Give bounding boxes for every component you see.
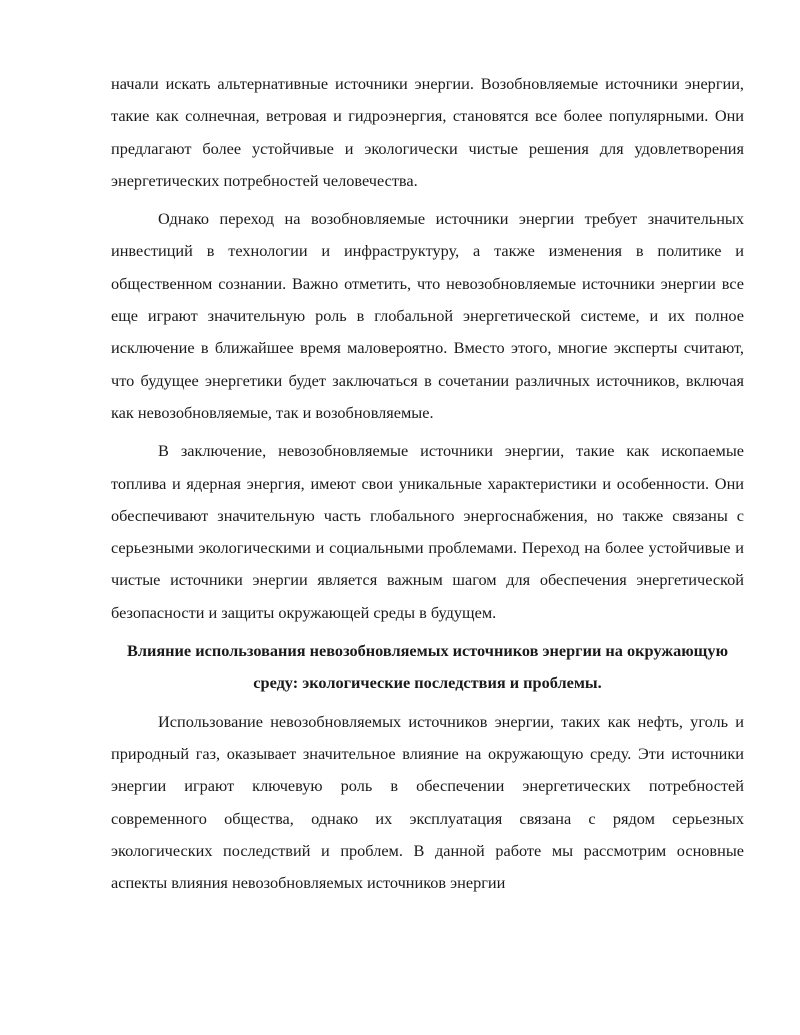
paragraph-conclusion: В заключение, невозобновляемые источники энергии, такие как ископаемые топлива и ядерная энергия, имеют свои уникальные характеристики и особенности. Они обеспечивают значительную часть глобального энергоснабжения, но также связаны с серьезными экологическими и социальными проблемами. Переход на более устойчивые и чистые источники энергии является важным шагом для обеспечения энергетической безопасности и защиты окружающей среды в будущем. (111, 441, 744, 622)
document-page (111, 68, 744, 899)
section-heading: Влияние использования невозобновляемых источников энергии на окружающую среду: экологические последствия и проблемы. (126, 641, 729, 693)
paragraph-transition: Однако переход на возобновляемые источники энергии требует значительных инвестиций в технологии и инфраструктуру, а также изменения в политике и общественном сознании. Важно отметить, что невозобновляемые источники энергии все еще играют значительную роль в глобальной энергетической системе, и их полное исключение в ближайшее время маловероятно. Вместо этого, многие эксперты считают, что будущее энергетики будет заключаться в сочетании различных источников, включая как невозобновляемые, так и возобновляемые. (111, 209, 744, 422)
paragraph-continuation: начали искать альтернативные источники энергии. Возобновляемые источники энергии, такие как солнечная, ветровая и гидроэнергия, становятся все более популярными. Они предлагают более устойчивые и экологически чистые решения для удовлетворения энергетических потребностей человечества. (111, 74, 744, 190)
paragraph-section-intro: Использование невозобновляемых источников энергии, таких как нефть, уголь и природный газ, оказывает значительное влияние на окружающую среду. Эти источники энергии играют ключевую роль в обеспечении энергетических потребностей современного общества, однако их эксплуатация связана с рядом серьезных экологических последствий и проблем. В данной работе мы рассмотрим основные аспекты влияния невозобновляемых источников энергии (111, 711, 744, 893)
